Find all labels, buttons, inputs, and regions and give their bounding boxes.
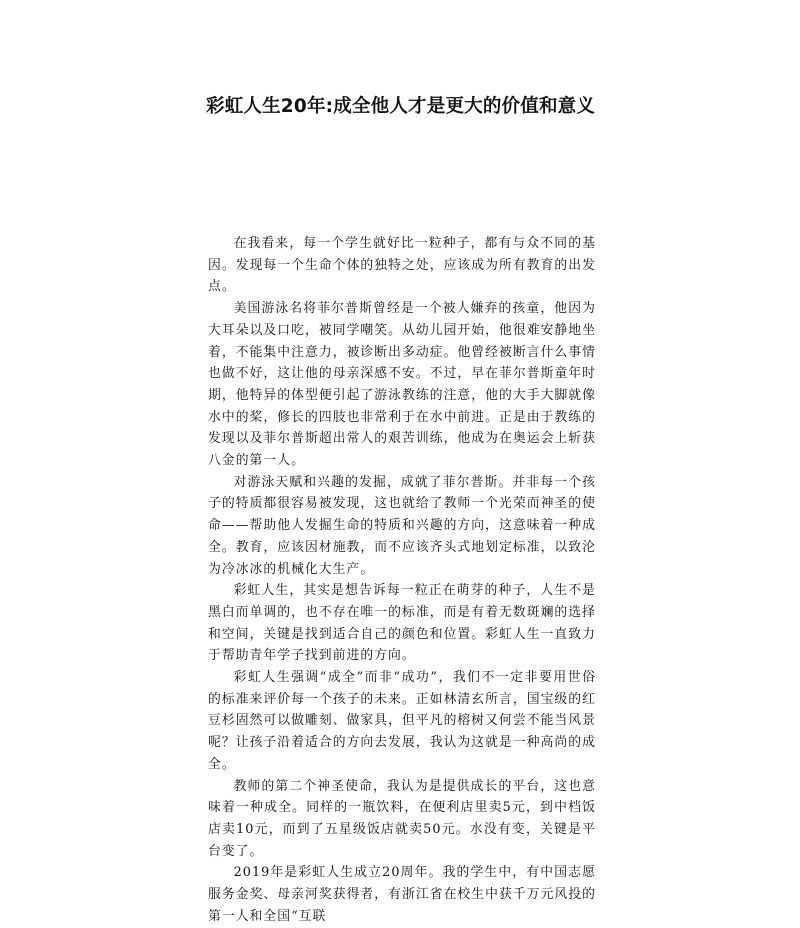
paragraph: 美国游泳名将菲尔普斯曾经是一个被人嫌弃的孩童，他因为大耳朵以及口吃，被同学嘲笑。从幼儿园开始，他很难安静地坐着，不能集中注意力，被诊断出多动症。他曾经被断言什么事情也做不好，这让他的母亲深感不安。不过，早在菲尔普斯童年时期，他特异的体型便引起了游泳教练的注意，他的大手大脚就像水中的桨，修长的四肢也非常利于在水中前进。正是由于教练的发现以及菲尔普斯超出常人的艰苦训练，他成为在奥运会上斩获八金的第一人。: [208, 301, 596, 469]
paragraph: 对游泳天赋和兴趣的发掘，成就了菲尔普斯。并非每一个孩子的特质都很容易被发现，这也就给了教师一个光荣而神圣的使命——帮助他人发掘生命的特质和兴趣的方向，这意味着一种成全。教育，应该因材施教，而不应该齐头式地划定标准，以致沦为冷冰冰的机械化大生产。: [208, 474, 596, 577]
body-text: [208, 233, 596, 928]
paragraph: 彩虹人生强调“成全”而非“成功”，我们不一定非要用世俗的标准来评价每一个孩子的未来。正如林清玄所言，国宝级的红豆杉固然可以做雕刻、做家具，但平凡的榕树又何尝不能当风景呢？让孩子沿着适合的方向去发展，我认为这就是一种高尚的成全。: [208, 670, 596, 772]
chapter-title: 彩虹人生20年:成全他人才是更大的价值和意义: [206, 96, 596, 117]
paragraph: 2019年是彩虹人生成立20周年。我的学生中，有中国志愿服务金奖、母亲河奖获得者，有浙江省在校生中获千万元风投的第一人和全国“互联: [208, 865, 596, 924]
paragraph: 在我看来，每一个学生就好比一粒种子，都有与众不同的基因。发现每一个生命个体的独特之处，应该成为所有教育的出发点。: [208, 236, 596, 295]
paragraph: 教师的第二个神圣使命，我认为是提供成长的平台，这也意味着一种成全。同样的一瓶饮料，在便利店里卖5元，到中档饭店卖10元，而到了五星级饭店就卖50元。水没有变，关键是平台变了。: [208, 778, 596, 859]
paragraph: 彩虹人生，其实是想告诉每一粒正在萌芽的种子，人生不是黑白而单调的，也不存在唯一的标准，而是有着无数斑斓的选择和空间，关键是找到适合自己的颜色和位置。彩虹人生一直致力于帮助青年学子找到前进的方向。: [208, 583, 596, 664]
